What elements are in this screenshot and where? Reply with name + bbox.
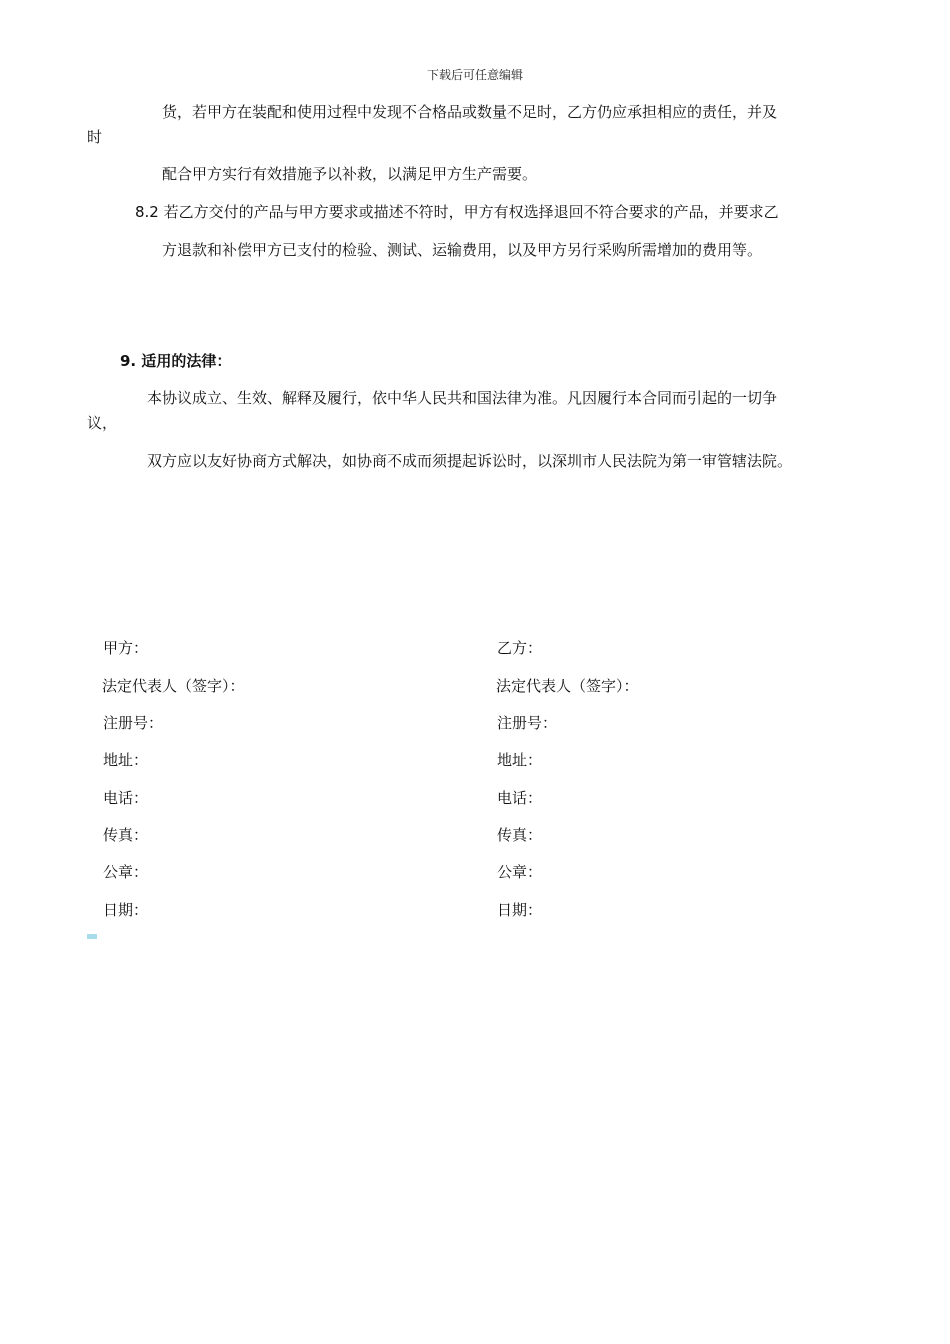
party-b-phone-field: 电话： xyxy=(497,789,543,807)
party-b-fax-field: 传真： xyxy=(497,826,543,844)
clause-8-2-number: 8.2 xyxy=(135,203,159,221)
party-b-seal-field: 公章： xyxy=(497,863,543,881)
section8-line1: 货，若甲方在装配和使用过程中发现不合格品或数量不足时，乙方仍应承担相应的责任，并及 xyxy=(162,103,778,121)
party-a-registration-field: 注册号： xyxy=(103,714,164,732)
party-b-address-field: 地址： xyxy=(497,751,543,769)
party-b-name-field: 乙方： xyxy=(497,639,543,657)
party-b-representative-field: 法定代表人（签字）： xyxy=(496,677,639,695)
clause-8-2-text: 若乙方交付的产品与甲方要求或描述不符时，甲方有权选择退回不符合要求的产品，并要求乙 xyxy=(163,203,779,221)
section9-line2: 双方应以友好协商方式解决，如协商不成而须提起诉讼时，以深圳市人民法院为第一审管辖法院。 xyxy=(147,452,793,470)
section9-line1-wrap: 议， xyxy=(87,414,118,432)
section9-line1: 本协议成立、生效、解释及履行，依中华人民共和国法律为准。凡因履行本合同而引起的一切争 xyxy=(147,389,778,407)
section8-line2: 配合甲方实行有效措施予以补救，以满足甲方生产需要。 xyxy=(162,165,538,183)
party-a-phone-field: 电话： xyxy=(103,789,149,807)
party-a-name-field: 甲方： xyxy=(103,639,149,657)
party-b-date-field: 日期： xyxy=(497,901,543,919)
party-a-representative-field: 法定代表人（签字）： xyxy=(102,677,245,695)
party-b-registration-field: 注册号： xyxy=(497,714,558,732)
text-cursor-marker xyxy=(87,934,97,939)
header-note: 下载后可任意编辑 xyxy=(426,68,523,82)
section8-line1-wrap: 时 xyxy=(87,128,103,146)
clause-8-2-continuation: 方退款和补偿甲方已支付的检验、测试、运输费用，以及甲方另行采购所需增加的费用等。 xyxy=(162,241,763,259)
clause-8-2 xyxy=(135,202,779,222)
party-a-seal-field: 公章： xyxy=(103,863,149,881)
section9-heading: 9. 适用的法律： xyxy=(120,352,232,370)
party-a-fax-field: 传真： xyxy=(103,826,149,844)
party-a-date-field: 日期： xyxy=(103,901,149,919)
party-a-address-field: 地址： xyxy=(103,751,149,769)
